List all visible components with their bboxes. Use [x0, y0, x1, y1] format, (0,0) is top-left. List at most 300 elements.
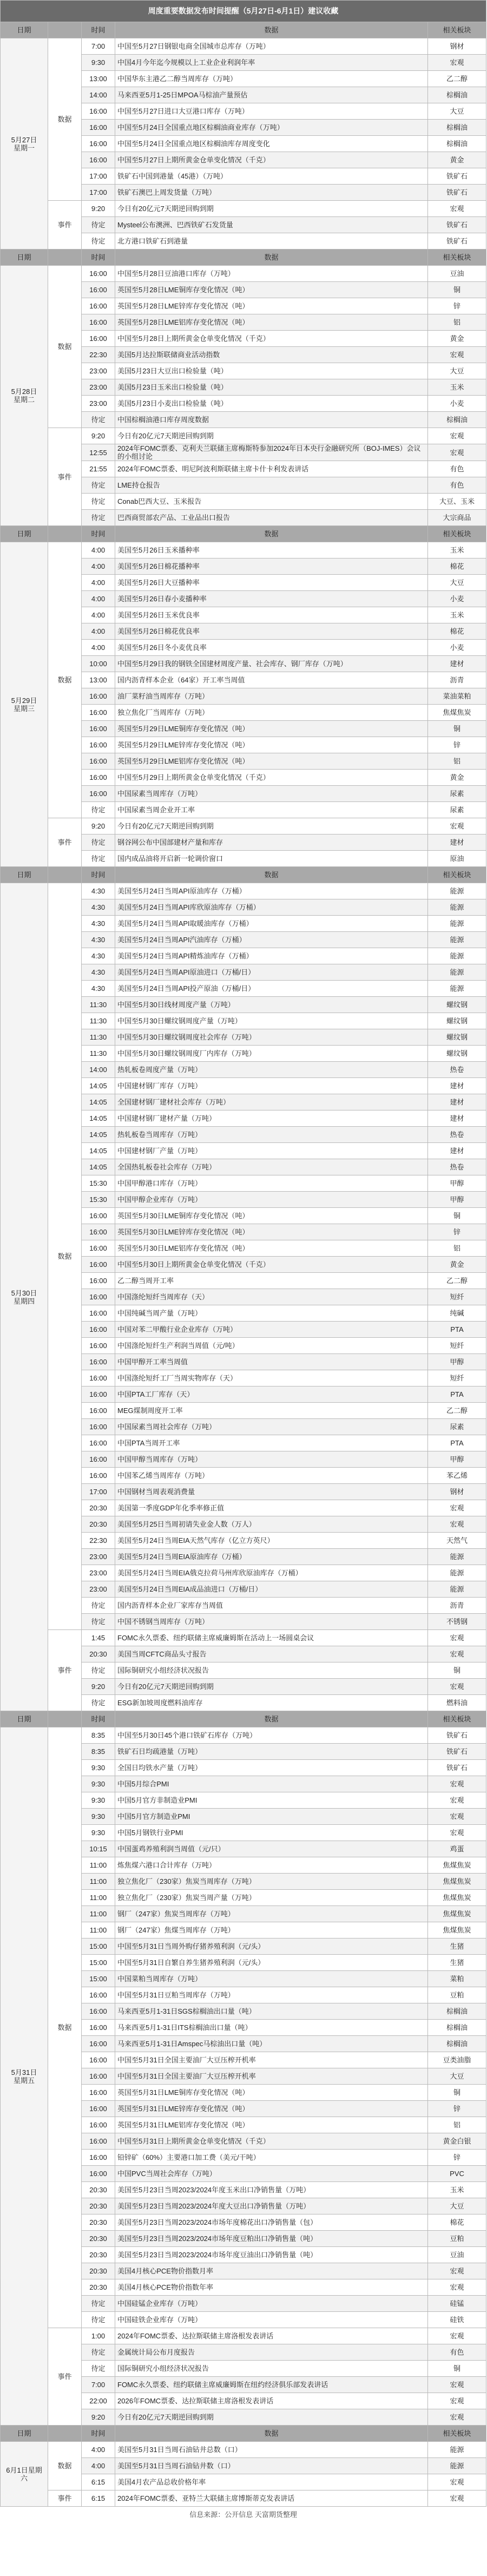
data-cell: 2026年FOMC票委、达拉斯联储主席洛根发表讲话	[115, 2393, 428, 2409]
time-cell: 15:00	[82, 1938, 115, 1955]
data-cell: 中国至5月24日全国重点地区棕榈油库存周度变化	[115, 136, 428, 152]
time-cell: 待定	[82, 2312, 115, 2328]
header-time: 时间	[82, 249, 115, 266]
time-cell: 22:00	[82, 2393, 115, 2409]
time-cell: 7:00	[82, 38, 115, 55]
time-cell: 16:00	[82, 1386, 115, 1403]
data-cell: FOMC永久票委、纽约联储主席威廉姆斯在纽约经济俱乐部发表讲话	[115, 2377, 428, 2393]
time-cell: 16:00	[82, 2117, 115, 2133]
time-cell: 6:15	[82, 2490, 115, 2507]
sector-cell: 锌	[428, 1224, 486, 1240]
sector-cell: 玉米	[428, 2182, 486, 2198]
data-cell: 中国苯乙烯当周库存（万吨）	[115, 1468, 428, 1484]
time-cell: 14:05	[82, 1110, 115, 1127]
header-date: 日期	[1, 22, 48, 38]
sector-cell: 锌	[428, 2150, 486, 2166]
time-cell: 待定	[82, 1662, 115, 1679]
data-cell: 中国5月综合PMI	[115, 1776, 428, 1792]
time-cell: 待定	[82, 2296, 115, 2312]
header-data: 数据	[115, 867, 428, 883]
sector-cell: 能源	[428, 2458, 486, 2474]
sector-cell: 乙二醇	[428, 1403, 486, 1419]
sector-cell: 宏观	[428, 1792, 486, 1809]
header-date: 日期	[1, 526, 48, 542]
sector-cell: 铝	[428, 1240, 486, 1257]
time-cell: 23:00	[82, 1549, 115, 1565]
sector-cell: 铜	[428, 1208, 486, 1224]
time-cell: 16:00	[82, 1435, 115, 1451]
header-sector: 相关板块	[428, 1711, 486, 1727]
data-cell: 中国涤纶短纤生产利润当周值（元/吨）	[115, 1338, 428, 1354]
schedule-row	[1, 1630, 486, 1646]
schedule-row	[1, 883, 486, 899]
sector-cell: PVC	[428, 2166, 486, 2182]
time-cell: 4:30	[82, 899, 115, 916]
category-cell: 事件	[48, 2328, 82, 2426]
sector-cell: 能源	[428, 1549, 486, 1565]
time-cell: 20:30	[82, 2214, 115, 2231]
category-cell: 事件	[48, 1630, 82, 1711]
data-cell: 中国至5月30日上期所黄金仓单变化情况（千克）	[115, 1257, 428, 1273]
sector-cell: 焦煤焦炭	[428, 1857, 486, 1874]
sector-cell: 宏观	[428, 1776, 486, 1792]
header-time: 时间	[82, 526, 115, 542]
time-cell: 待定	[82, 1614, 115, 1630]
time-cell: 16:00	[82, 753, 115, 770]
sector-cell: 能源	[428, 883, 486, 899]
data-cell: 中国至5月31日自繁自养生猪养殖利润（元/头）	[115, 1955, 428, 1971]
time-cell: 9:30	[82, 1825, 115, 1841]
sector-cell: 硅铁	[428, 2312, 486, 2328]
header-date: 日期	[1, 867, 48, 883]
sector-cell: PTA	[428, 1322, 486, 1338]
time-cell: 21:55	[82, 461, 115, 477]
time-cell: 16:00	[82, 314, 115, 331]
sector-cell: 沥青	[428, 1598, 486, 1614]
sector-cell: 宏观	[428, 2279, 486, 2296]
sector-cell: 宏观	[428, 2393, 486, 2409]
sector-cell: 铜	[428, 2085, 486, 2101]
data-cell: 马来西亚5月1-31日ITS棕榈油出口量（吨）	[115, 2020, 428, 2036]
data-cell: 马来西亚5月1-31日SGS棕榈油出口量（吨）	[115, 2003, 428, 2020]
time-cell: 15:30	[82, 1192, 115, 1208]
data-cell: 美国第一季度GDP年化季率修正值	[115, 1500, 428, 1516]
header-data: 数据	[115, 22, 428, 38]
header-sector: 相关板块	[428, 526, 486, 542]
data-cell: 美国至5月26日冬小麦优良率	[115, 640, 428, 656]
data-cell: 中国甲醇企业库存（万吨）	[115, 1192, 428, 1208]
sector-cell: 鸡蛋	[428, 1841, 486, 1857]
time-cell: 17:00	[82, 168, 115, 185]
time-cell: 13:00	[82, 672, 115, 688]
sector-cell: 玉米	[428, 607, 486, 623]
sector-cell: 能源	[428, 2442, 486, 2458]
sector-cell: 棕榈油	[428, 87, 486, 103]
time-cell: 16:00	[82, 1338, 115, 1354]
time-cell: 11:00	[82, 1874, 115, 1890]
category-cell: 事件	[48, 201, 82, 249]
sector-cell: 铁矿石	[428, 1744, 486, 1760]
data-cell: 中国至5月28日上期所黄金仓单变化情况（千克）	[115, 331, 428, 347]
time-cell: 9:20	[82, 2409, 115, 2426]
data-cell: 英国至5月30日LME铜库存变化情况（吨）	[115, 1208, 428, 1224]
sector-cell: 菜油菜粕	[428, 688, 486, 705]
time-cell: 17:00	[82, 185, 115, 201]
header-row	[1, 249, 486, 266]
weekday-label: 星期三	[13, 704, 35, 713]
header-type	[48, 1711, 82, 1727]
time-cell: 4:00	[82, 575, 115, 591]
data-cell: 美国至5月23日当周2023/2024年度玉米出口净销售量（万吨）	[115, 2182, 428, 2198]
data-cell: 中国硅铁企业库存（万吨）	[115, 2312, 428, 2328]
data-cell: 美国至5月26日春小麦播种率	[115, 591, 428, 607]
schedule-row	[1, 542, 486, 558]
time-cell: 1:45	[82, 1630, 115, 1646]
sector-cell: 宏观	[428, 2409, 486, 2426]
sector-cell: 宏观	[428, 347, 486, 363]
sector-cell: 铜	[428, 1662, 486, 1679]
data-cell: 中国对苯二甲酸行业企业库存（万吨）	[115, 1322, 428, 1338]
time-cell: 22:30	[82, 1533, 115, 1549]
time-cell: 16:00	[82, 1468, 115, 1484]
data-cell: ESG新加坡周度燃料油库存	[115, 1695, 428, 1711]
time-cell: 14:00	[82, 87, 115, 103]
time-cell: 待定	[82, 2361, 115, 2377]
data-cell: 中国菜粕当周库存（万吨）	[115, 1971, 428, 1987]
header-sector: 相关板块	[428, 867, 486, 883]
data-cell: 中国钢材当周表观消费量	[115, 1484, 428, 1500]
sector-cell: 宏观	[428, 1809, 486, 1825]
header-sector: 相关板块	[428, 249, 486, 266]
time-cell: 待定	[82, 1598, 115, 1614]
time-cell: 待定	[82, 834, 115, 851]
time-cell: 4:00	[82, 607, 115, 623]
data-cell: 马来西亚5月1-25日MPOA马棕油产量预估	[115, 87, 428, 103]
sector-cell: 黄金	[428, 331, 486, 347]
sector-cell: 大宗商品	[428, 510, 486, 526]
time-cell: 14:00	[82, 1062, 115, 1078]
data-cell: 今日有20亿元7天期逆回购到期	[115, 201, 428, 217]
sector-cell: 宏观	[428, 201, 486, 217]
data-cell: 中国5月钢铁行业PMI	[115, 1825, 428, 1841]
data-cell: 独立焦化厂当周库存（万吨）	[115, 705, 428, 721]
data-cell: 中国5月官方制造业PMI	[115, 1809, 428, 1825]
time-cell: 16:00	[82, 266, 115, 282]
data-cell: 美国5月达拉斯联储商业活动指数	[115, 347, 428, 363]
sector-cell: 甲醇	[428, 1175, 486, 1192]
sector-cell: 菜粕	[428, 1971, 486, 1987]
data-cell: 2024年FOMC票委、亚特兰大联储主席博斯蒂克发表讲话	[115, 2490, 428, 2507]
sector-cell: 建材	[428, 656, 486, 672]
sector-cell: 纯碱	[428, 1305, 486, 1322]
data-cell: 铁矿石日均疏港量（万吨）	[115, 1744, 428, 1760]
sector-cell: 热卷	[428, 1127, 486, 1143]
data-cell: 美国5月23日小麦出口检验量（吨）	[115, 396, 428, 412]
time-cell: 20:30	[82, 2198, 115, 2214]
sector-cell: 棕榈油	[428, 2020, 486, 2036]
data-cell: 中国涤纶短纤当周库存（天）	[115, 1289, 428, 1305]
data-cell: 美国至5月26日棉花播种率	[115, 558, 428, 575]
sector-cell: 棉花	[428, 623, 486, 640]
date-label: 5月27日	[11, 135, 37, 144]
sector-cell: 宏观	[428, 2474, 486, 2490]
schedule-row	[1, 2328, 486, 2344]
data-cell: 热轧板卷当周库存（万吨）	[115, 1127, 428, 1143]
time-cell: 23:00	[82, 396, 115, 412]
data-cell: 铁矿石中国到港量（45港）（万吨）	[115, 168, 428, 185]
sector-cell: 热卷	[428, 1159, 486, 1175]
data-cell: 中国至5月27日钢银电商全国城市总库存（万吨）	[115, 38, 428, 55]
time-cell: 9:30	[82, 55, 115, 71]
sector-cell: 大豆、玉米	[428, 494, 486, 510]
sector-cell: 宏观	[428, 1516, 486, 1533]
data-cell: 中国硅锰企业库存（万吨）	[115, 2296, 428, 2312]
time-cell: 1:00	[82, 2328, 115, 2344]
data-cell: 美国至5月31日当周石油钻井数（口）	[115, 2458, 428, 2474]
schedule-row	[1, 2490, 486, 2507]
data-cell: 美国5月23日玉米出口检验量（吨）	[115, 379, 428, 396]
header-date: 日期	[1, 2426, 48, 2442]
data-cell: 美国至5月25日当周初请失业金人数（万人）	[115, 1516, 428, 1533]
header-row	[1, 526, 486, 542]
time-cell: 待定	[82, 510, 115, 526]
sector-cell: 能源	[428, 916, 486, 932]
time-cell: 16:00	[82, 1224, 115, 1240]
header-sector: 相关板块	[428, 22, 486, 38]
header-row	[1, 867, 486, 883]
header-data: 数据	[115, 2426, 428, 2442]
sector-cell: 热卷	[428, 1062, 486, 1078]
sector-cell: 建材	[428, 1110, 486, 1127]
time-cell: 4:30	[82, 948, 115, 964]
time-cell: 17:00	[82, 1484, 115, 1500]
sector-cell: 黄金	[428, 1257, 486, 1273]
time-cell: 9:30	[82, 1809, 115, 1825]
sector-cell: 棕榈油	[428, 2003, 486, 2020]
time-cell: 待定	[82, 217, 115, 233]
sector-cell: 棕榈油	[428, 412, 486, 428]
header-sector: 相关板块	[428, 2426, 486, 2442]
data-cell: LME持仓报告	[115, 477, 428, 494]
source-footer: 信息来源：公开信息 天富期货整理	[189, 2511, 297, 2519]
data-cell: 中国不锈钢当周库存（万吨）	[115, 1614, 428, 1630]
time-cell: 15:00	[82, 1955, 115, 1971]
time-cell: 14:05	[82, 1078, 115, 1094]
data-cell: 中国4月今年迄今规模以上工业企业利润年率	[115, 55, 428, 71]
sector-cell: 锌	[428, 2101, 486, 2117]
sector-cell: 黄金	[428, 770, 486, 786]
header-data: 数据	[115, 526, 428, 542]
time-cell: 16:00	[82, 1354, 115, 1370]
sector-cell: 能源	[428, 932, 486, 948]
time-cell: 16:00	[82, 2068, 115, 2085]
sector-cell: 铜	[428, 2361, 486, 2377]
data-cell: 中国至5月29日上期所黄金仓单变化情况（千克）	[115, 770, 428, 786]
data-cell: 英国至5月31日LME铜库存变化情况（吨）	[115, 2085, 428, 2101]
sector-cell: 棕榈油	[428, 2036, 486, 2052]
data-cell: 中国至5月27日上期所黄金仓单变化情况（千克）	[115, 152, 428, 168]
time-cell: 11:00	[82, 1890, 115, 1906]
time-cell: 16:00	[82, 1451, 115, 1468]
time-cell: 16:00	[82, 152, 115, 168]
time-cell: 6:15	[82, 2474, 115, 2490]
data-cell: 中国甲醇港口库存（万吨）	[115, 1175, 428, 1192]
data-cell: 北方港口铁矿石到港量	[115, 233, 428, 249]
sector-cell: 黄金	[428, 152, 486, 168]
time-cell: 16:00	[82, 1240, 115, 1257]
time-cell: 4:30	[82, 981, 115, 997]
data-cell: Mysteel公布澳洲、巴西铁矿石发货量	[115, 217, 428, 233]
data-cell: 炼焦煤六港口合计库存（万吨）	[115, 1857, 428, 1874]
sector-cell: 豆类油脂	[428, 2052, 486, 2068]
time-cell: 16:00	[82, 1289, 115, 1305]
data-cell: 2024年FOMC票委、达拉斯联储主席洛根发表讲话	[115, 2328, 428, 2344]
sector-cell: 铜	[428, 721, 486, 737]
time-cell: 16:00	[82, 721, 115, 737]
sector-cell: 铝	[428, 753, 486, 770]
sector-cell: 螺纹钢	[428, 997, 486, 1013]
time-cell: 4:00	[82, 2458, 115, 2474]
time-cell: 4:00	[82, 558, 115, 575]
time-cell: 11:00	[82, 1922, 115, 1938]
sector-cell: 能源	[428, 899, 486, 916]
header-time: 时间	[82, 2426, 115, 2442]
data-cell: 铅锌矿（60%）主要港口加工费（美元/干吨）	[115, 2150, 428, 2166]
sector-cell: 豆粕	[428, 2231, 486, 2247]
category-cell: 数据	[48, 38, 82, 201]
header-type	[48, 526, 82, 542]
data-cell: 国内成品油将开启新一轮调价窗口	[115, 851, 428, 867]
sector-cell: 棕榈油	[428, 120, 486, 136]
sector-cell: 宏观	[428, 1825, 486, 1841]
sector-cell: 铁矿石	[428, 1727, 486, 1744]
time-cell: 4:30	[82, 883, 115, 899]
data-cell: 美国至5月24日当周EIA天然气库存（亿立方英尺）	[115, 1533, 428, 1549]
time-cell: 20:30	[82, 2279, 115, 2296]
time-cell: 8:35	[82, 1744, 115, 1760]
data-cell: 中国至5月31日上期所黄金仓单变化情况（千克）	[115, 2133, 428, 2150]
sector-cell: 小麦	[428, 591, 486, 607]
sector-cell: 宏观	[428, 818, 486, 834]
header-time: 时间	[82, 22, 115, 38]
data-cell: 美国至5月24日当周API原油库存（万桶）	[115, 883, 428, 899]
data-cell: 英国至5月28日LME铝库存变化情况（吨）	[115, 314, 428, 331]
sector-cell: 铁矿石	[428, 217, 486, 233]
time-cell: 待定	[82, 1695, 115, 1711]
time-cell: 16:00	[82, 2166, 115, 2182]
time-cell: 20:30	[82, 2247, 115, 2263]
data-cell: 国际铜研究小组经济状况报告	[115, 1662, 428, 1679]
data-cell: 美国当周CFTC商品头寸报告	[115, 1646, 428, 1662]
data-cell: 美国5月23日大豆出口检验量（吨）	[115, 363, 428, 379]
data-cell: 美国至5月24日当周EIA成品油进口（万桶/日）	[115, 1581, 428, 1598]
category-cell: 数据	[48, 266, 82, 428]
time-cell: 11:30	[82, 1013, 115, 1029]
data-cell: 中国至5月30日线材周度产量（万吨）	[115, 997, 428, 1013]
sector-cell: 苯乙烯	[428, 1468, 486, 1484]
weekday-label: 星期五	[13, 2076, 35, 2085]
data-cell: 乙二醇当周开工率	[115, 1273, 428, 1289]
category-cell: 事件	[48, 428, 82, 526]
time-cell: 16:00	[82, 120, 115, 136]
time-cell: 12:55	[82, 444, 115, 461]
sector-cell: 铁矿石	[428, 1760, 486, 1776]
time-cell: 16:00	[82, 688, 115, 705]
sector-cell: 甲醇	[428, 1192, 486, 1208]
sector-cell: 焦煤焦炭	[428, 1890, 486, 1906]
sector-cell: 短纤	[428, 1370, 486, 1386]
date-label: 5月29日	[11, 696, 37, 705]
sector-cell: 锌	[428, 737, 486, 753]
sector-cell: 棉花	[428, 2214, 486, 2231]
sector-cell: 有色	[428, 477, 486, 494]
data-cell: 中国建材钢厂产量（万吨）	[115, 1143, 428, 1159]
time-cell: 9:20	[82, 818, 115, 834]
data-cell: 英国至5月28日LME铜库存变化情况（吨）	[115, 282, 428, 298]
time-cell: 16:00	[82, 1305, 115, 1322]
sector-cell: 原油	[428, 851, 486, 867]
data-cell: 中国华东主港乙二醇当周库存（万吨）	[115, 71, 428, 87]
sector-cell: 宏观	[428, 428, 486, 444]
data-cell: 全国建材钢厂建材社会库存（万吨）	[115, 1094, 428, 1110]
sector-cell: 能源	[428, 1581, 486, 1598]
data-cell: 美国至5月23日当周2023/2024市场年度棉花出口净销售量（包）	[115, 2214, 428, 2231]
time-cell: 4:00	[82, 542, 115, 558]
time-cell: 11:30	[82, 997, 115, 1013]
time-cell: 23:00	[82, 363, 115, 379]
sector-cell: 棕榈油	[428, 136, 486, 152]
sector-cell: 铜	[428, 282, 486, 298]
data-cell: 中国建材钢厂库存（万吨）	[115, 1078, 428, 1094]
header-data: 数据	[115, 249, 428, 266]
data-cell: 中国至5月30日螺纹钢周度厂内库存（万吨）	[115, 1046, 428, 1062]
sector-cell: 焦煤焦炭	[428, 1906, 486, 1922]
data-cell: 美国4月农产品总收价格年率	[115, 2474, 428, 2490]
time-cell: 16:00	[82, 2133, 115, 2150]
data-cell: 今日有20亿元7天期逆回购到期	[115, 818, 428, 834]
header-data: 数据	[115, 1711, 428, 1727]
time-cell: 4:00	[82, 591, 115, 607]
data-cell: 美国至5月24日当周API库欣原油库存（万桶）	[115, 899, 428, 916]
sector-cell: 短纤	[428, 1289, 486, 1305]
time-cell: 9:30	[82, 1776, 115, 1792]
data-cell: 中国至5月27日进口大豆港口库存（万吨）	[115, 103, 428, 120]
time-cell: 11:00	[82, 1857, 115, 1874]
schedule-row	[1, 2442, 486, 2458]
sector-cell: 硅锰	[428, 2296, 486, 2312]
schedule-row	[1, 428, 486, 444]
data-cell: 国内沥青样本企业厂家库存当周值	[115, 1598, 428, 1614]
data-cell: 美国至5月26日棉花优良率	[115, 623, 428, 640]
category-cell: 事件	[48, 2490, 82, 2507]
data-cell: 钢厂（247家）焦炭当周库存（万吨）	[115, 1906, 428, 1922]
data-cell: 中国5月官方非制造业PMI	[115, 1792, 428, 1809]
data-cell: 美国至5月26日大豆播种率	[115, 575, 428, 591]
data-cell: 2024年FOMC票委、明尼阿波利斯联储主席卡什卡利发表讲话	[115, 461, 428, 477]
time-cell: 13:00	[82, 71, 115, 87]
data-cell: 中国纯碱当周产量（万吨）	[115, 1305, 428, 1322]
sector-cell: 能源	[428, 948, 486, 964]
data-cell: 独立焦化厂（230家）焦炭当周库存（万吨）	[115, 1874, 428, 1890]
sector-cell: 能源	[428, 964, 486, 981]
sector-cell: 尿素	[428, 1419, 486, 1435]
time-cell: 14:05	[82, 1159, 115, 1175]
time-cell: 待定	[82, 2344, 115, 2361]
date-cell	[1, 542, 48, 867]
time-cell: 11:30	[82, 1029, 115, 1046]
weekday-label: 星期二	[13, 396, 35, 404]
data-cell: 美国至5月24日当周API取暖油库存（万桶）	[115, 916, 428, 932]
